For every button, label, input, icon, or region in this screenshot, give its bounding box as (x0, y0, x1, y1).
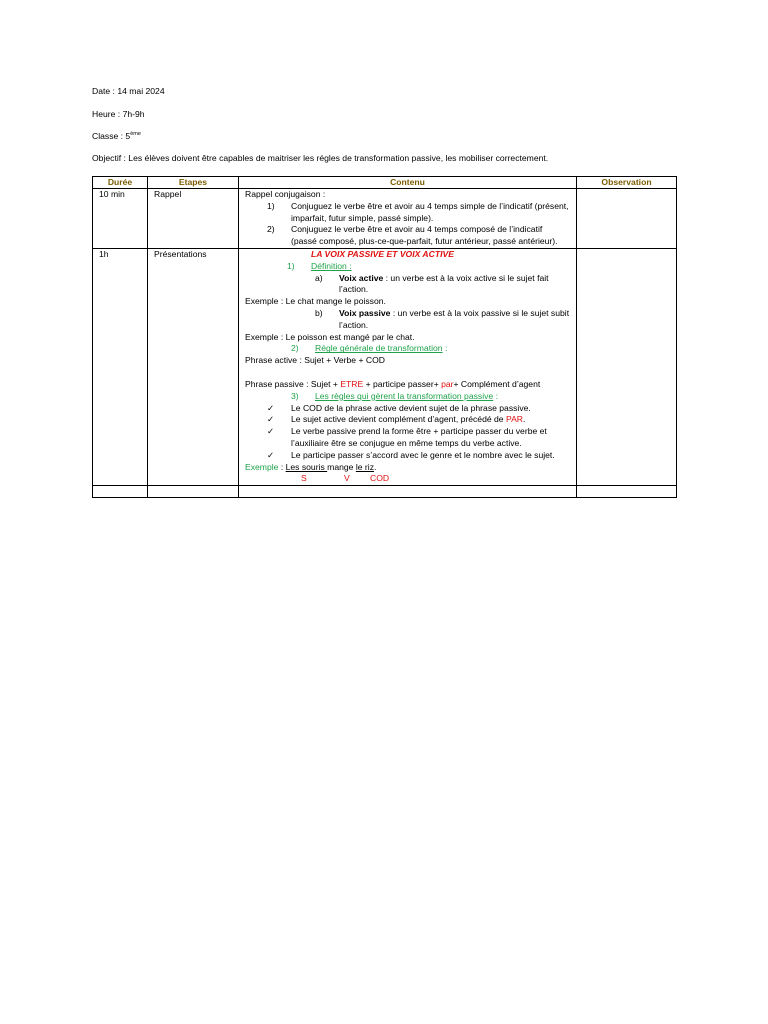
letter-b: b) (315, 307, 323, 318)
example-3-label: Exemple (245, 461, 279, 472)
cell-duree: 1h (93, 248, 148, 485)
lesson-table (92, 176, 677, 498)
rule-item (245, 414, 570, 426)
cell-empty (93, 486, 148, 498)
rule-text: Le participe passer s’accord avec le genre et le nombre avec le sujet. (291, 449, 555, 460)
check-icon: ✓ (267, 449, 275, 460)
item-number: 1) (267, 200, 275, 211)
classe-text: Classe : 5 (92, 131, 131, 141)
col-contenu: Contenu (239, 177, 577, 189)
tag-subject: S (301, 473, 307, 484)
rule-item (245, 426, 570, 450)
cell-etape: Rappel (148, 189, 239, 249)
example-3 (245, 462, 570, 474)
cell-duree: 10 min (93, 189, 148, 249)
objectif-line: Objectif : Les élèves doivent être capables de maitriser les régles de transformation passive, les mobiliser correctement. (92, 153, 549, 163)
tag-cod: COD (370, 473, 390, 484)
list-item (245, 201, 570, 225)
subsection-number: 1) (287, 260, 295, 271)
check-icon: ✓ (267, 402, 275, 413)
voix-passive-term: Voix passive (339, 307, 391, 318)
list-item (245, 224, 570, 248)
subsection-title-wrap (315, 343, 447, 355)
example-3-cod: le riz (355, 461, 374, 472)
cell-observation (577, 248, 677, 485)
check-icon: ✓ (267, 414, 275, 425)
voix-active-term: Voix active (339, 272, 384, 283)
tag-verb: V (344, 473, 350, 484)
col-observation: Observation (577, 177, 677, 189)
check-icon: ✓ (267, 426, 275, 437)
passive-rule-par: par (441, 378, 454, 389)
col-etapes: Etapes (148, 177, 239, 189)
date-line: Date : 14 mai 2024 (92, 86, 165, 96)
heure-line: Heure : 7h-9h (92, 109, 145, 119)
rule-text: Le COD de la phrase active devient sujet de la phrase passive. (291, 402, 531, 413)
example-3-end: . (374, 461, 377, 472)
example-3-colon: : (278, 461, 286, 472)
cell-contenu (239, 248, 577, 485)
table-row-empty (93, 486, 677, 498)
active-rule: Phrase active : Sujet + Verbe + COD (245, 355, 385, 366)
subsection-title: Régle générale de transformation (315, 343, 443, 354)
voix-active-desc: : un verbe est à la voix active si le sujet fait l’action. (339, 272, 549, 295)
section-heading: LA VOIX PASSIVE ET VOIX ACTIVE (311, 248, 454, 259)
example-3-subject: Les souris (285, 461, 328, 472)
definition-a (245, 273, 570, 297)
rappel-title: Rappel conjugaison : (245, 189, 326, 199)
classe-sup: ème (130, 131, 141, 137)
rule-text (291, 414, 525, 426)
item-text: Conjuguez le verbe être et avoir au 4 temps simple de l’indicatif (présent, imparfait, futur simple, passé simple). (291, 200, 569, 223)
rule-item (245, 450, 570, 462)
subsection-title: Les règles qui gèrent la transformation passive (315, 390, 494, 401)
definition-b-text (339, 308, 570, 332)
table-row (93, 189, 677, 249)
passive-rule (245, 379, 570, 391)
subsection-colon: : (442, 343, 448, 354)
subsection-colon: : (493, 390, 498, 401)
example-3-verb: mange (327, 461, 356, 472)
subsection-title: Définition : (311, 260, 352, 271)
rule-text: Le verbe passive prend la forme être + participe passer du verbe et l’auxiliaire être se conjugue en même temps du verbe active. (291, 426, 547, 448)
subsection-title-wrap (315, 391, 498, 403)
item-text: Conjuguez le verbe être et avoir au 4 temps composé de l’indicatif (passé composé, plus-ce-que-parfait, futur antérieur, passé antérieur). (291, 224, 558, 247)
grammar-tags (245, 473, 570, 485)
table-row (93, 248, 677, 485)
subsection-2 (245, 343, 570, 355)
cell-observation (577, 189, 677, 249)
cell-empty (148, 486, 239, 498)
example-1: Exemple : Le chat mange le poisson. (245, 296, 386, 307)
rule2-b: . (523, 414, 526, 425)
passive-rule-c: + Complément d’agent (453, 378, 541, 389)
cell-etape: Présentations (148, 248, 239, 485)
table-header-row (93, 177, 677, 189)
voix-passive-desc: : un verbe est à la voix passive si le sujet subit l’action. (339, 307, 570, 330)
cell-empty (239, 486, 577, 498)
example-2: Exemple : Le poisson est mangé par le chat. (245, 331, 415, 342)
blank-line (245, 367, 570, 379)
cell-empty (577, 486, 677, 498)
item-number: 2) (267, 224, 275, 235)
definition-b (245, 308, 570, 332)
classe-line (92, 131, 141, 143)
letter-a: a) (315, 272, 323, 283)
col-duree: Durée (93, 177, 148, 189)
passive-rule-etre: ETRE (340, 378, 364, 389)
subsection-1 (245, 261, 570, 273)
subsection-3 (245, 391, 570, 403)
rule2-par: PAR (505, 414, 524, 425)
subsection-number: 2) (291, 343, 299, 354)
rule-item (245, 403, 570, 415)
passive-rule-b: + participe passer+ (363, 378, 442, 389)
rule2-a: Le sujet active devient complément d’agent, précédé de (291, 414, 506, 425)
subsection-number: 3) (291, 390, 299, 401)
passive-rule-a: Phrase passive : Sujet + (245, 378, 341, 389)
cell-contenu (239, 189, 577, 249)
definition-a-text (339, 273, 570, 297)
